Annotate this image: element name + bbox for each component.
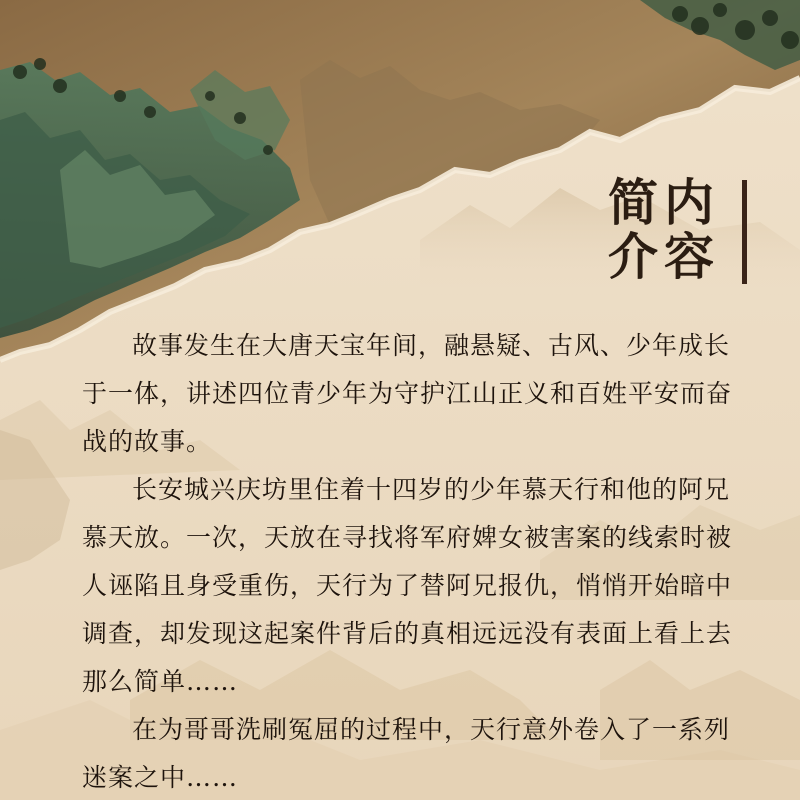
title-char: 介 [608, 227, 658, 286]
paragraph-text: 在为哥哥洗刷冤屈的过程中，天行意外卷入了一系列迷案之中…… [82, 715, 731, 792]
synopsis-paragraph [82, 466, 752, 706]
paragraph-text: 故事发生在大唐天宝年间，融悬疑、古风、少年成长于一体，讲述四位青少年为守护江山正义和百姓平安而奋战的故事。 [82, 331, 733, 456]
synopsis-paragraph [82, 706, 752, 800]
title-column-right [664, 173, 714, 286]
title-char: 容 [664, 227, 714, 286]
title-divider-line [742, 180, 747, 284]
section-title [608, 173, 758, 286]
title-char: 简 [608, 173, 658, 232]
synopsis-paragraph [82, 322, 752, 466]
synopsis-body [82, 322, 752, 800]
title-column-left [608, 173, 658, 286]
title-char: 内 [664, 173, 714, 232]
paragraph-text: 长安城兴庆坊里住着十四岁的少年慕天行和他的阿兄慕天放。一次，天放在寻找将军府婢女被害案的线索时被人诬陷且身受重伤，天行为了替阿兄报仇，悄悄开始暗中调查，却发现这起案件背后的真相远远没有表面上看上去那么简单…… [82, 475, 733, 696]
